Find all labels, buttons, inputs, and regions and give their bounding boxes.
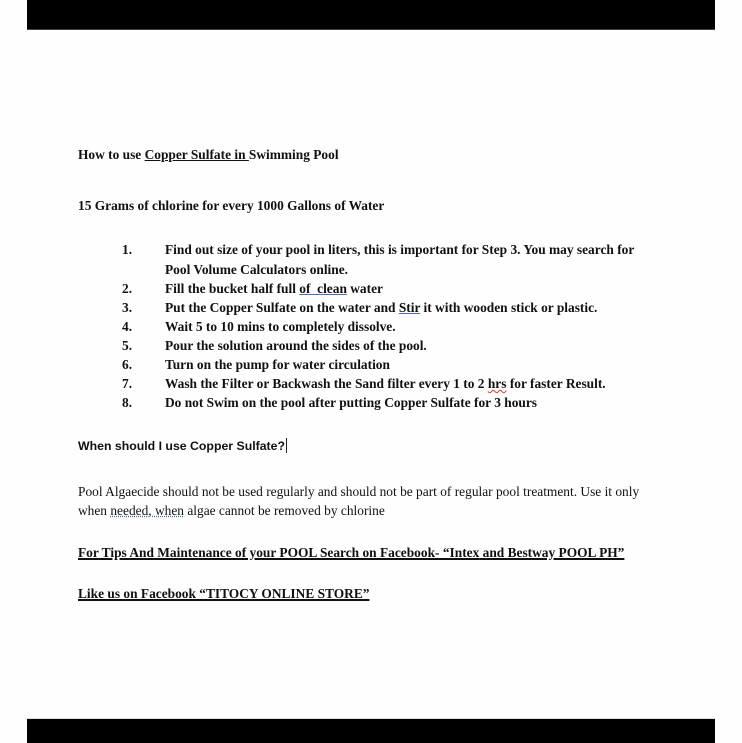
question-heading-text: When should I use Copper Sulfate? (78, 439, 286, 453)
step-3-after: it with wooden stick or plastic. (420, 300, 598, 315)
grammar-flag: needed, when (110, 503, 184, 518)
text-cursor (286, 438, 287, 453)
step-text (165, 298, 597, 318)
top-black-bar (27, 0, 715, 30)
step-text: Do not Swim on the pool after putting Copper Sulfate for 3 hours (165, 395, 537, 410)
step-number: 5. (122, 338, 133, 353)
spelling-flag: hrs (487, 376, 507, 391)
paragraph-line-2-after: algae cannot be removed by chlorine (183, 503, 385, 518)
step-2-before: Fill the bucket half full (165, 281, 300, 296)
question-heading[interactable] (78, 438, 287, 453)
grammar-flag: Stir (398, 300, 421, 315)
step-number: 3. (122, 300, 133, 315)
document-title (78, 147, 339, 163)
step-1-line-1: Find out size of your pool in liters, this is important for Step 3. You may search for (165, 242, 635, 257)
grammar-flag: of clean (299, 281, 347, 296)
grammar-flag: And (129, 545, 154, 560)
step-7-before: Wash the Filter or Backwash the Sand filter every 1 to 2 (165, 376, 488, 391)
bottom-black-bar (27, 718, 715, 743)
tips-part-2: Maintenance of your POOL Search on Facebook- “ (153, 545, 450, 560)
step-text (165, 240, 634, 279)
step-text: Turn on the pump for water circulation (165, 357, 390, 372)
tips-part-3: and Bestway POOL PH” (479, 545, 625, 560)
paragraph-line-1: Pool Algaecide should not be used regularly and should not be part of regular pool treatment. Use it only (78, 484, 640, 499)
tips-part-1: For Tips (78, 545, 130, 560)
paragraph-line-2-before: when (78, 503, 111, 518)
step-text (165, 279, 383, 299)
step-1-line-2: Pool Volume Calculators online. (165, 261, 349, 277)
title-suffix: Swimming Pool (248, 147, 339, 162)
step-number: 2. (122, 281, 133, 296)
paragraph (78, 482, 698, 520)
step-number: 1. (122, 242, 133, 257)
paragraph-line-2 (78, 501, 698, 520)
step-number: 8. (122, 395, 133, 410)
step-text (165, 374, 606, 394)
step-number: 6. (122, 357, 133, 372)
step-number: 4. (122, 319, 133, 334)
step-text: Wait 5 to 10 mins to completely dissolve. (165, 319, 396, 334)
tips-line (78, 545, 624, 561)
dosage-line: 15 Grams of chlorine for every 1000 Gallons of Water (78, 198, 385, 213)
spelling-flag: Intex (449, 545, 480, 560)
step-3-before: Put the Copper Sulfate on the water and (165, 300, 399, 315)
title-prefix: How to use (78, 147, 145, 162)
step-text: Pour the solution around the sides of the pool. (165, 338, 427, 353)
like-us-line: Like us on Facebook “TITOCY ONLINE STORE” (78, 586, 370, 601)
step-number: 7. (122, 376, 133, 391)
step-2-after: water (346, 281, 383, 296)
step-7-after: for faster Result. (506, 376, 606, 391)
title-underlined: Copper Sulfate in (144, 147, 249, 162)
